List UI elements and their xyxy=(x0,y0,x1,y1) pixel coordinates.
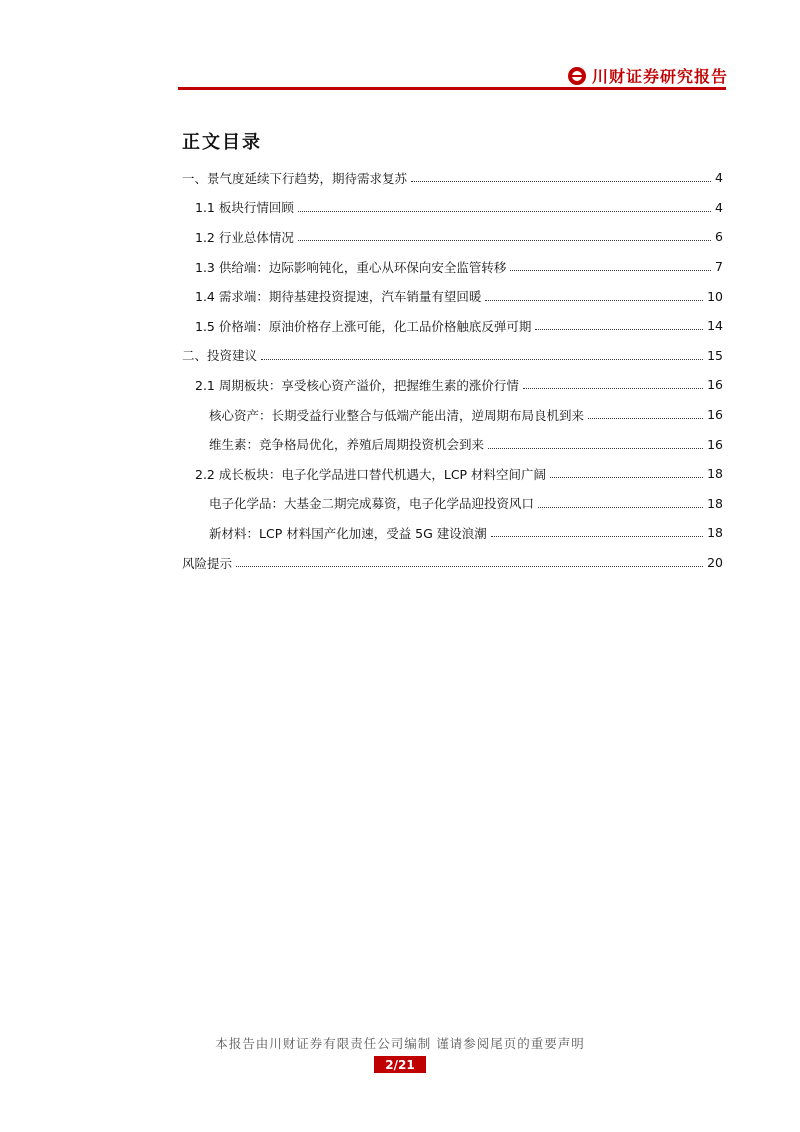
toc-entry-title: 电子化学品：大基金二期完成募资，电子化学品迎投资风口 xyxy=(209,496,535,512)
toc-entry-page: 18 xyxy=(707,525,723,541)
dot-leader xyxy=(550,477,703,478)
toc-entry-page: 16 xyxy=(707,436,723,452)
dot-leader xyxy=(510,270,711,271)
toc-entry-page: 7 xyxy=(715,259,723,275)
toc-entry-title: 1.5 价格端：原油价格存上涨可能，化工品价格触底反弹可期 xyxy=(195,318,532,334)
page-number-badge: 2/21 xyxy=(374,1056,426,1073)
toc-entry[interactable] xyxy=(182,548,723,578)
dot-leader xyxy=(298,240,711,241)
brand-name: 川财证券研究报告 xyxy=(591,67,728,86)
toc-entry-title: 1.3 供给端：边际影响钝化，重心从环保向安全监管转移 xyxy=(195,259,507,275)
toc-entry-title: 新材料：LCP 材料国产化加速，受益 5G 建设浪潮 xyxy=(209,525,487,541)
toc-entry-title: 1.4 需求端：期待基建投资提速，汽车销量有望回暖 xyxy=(195,289,482,305)
chuancai-logo-icon xyxy=(568,67,586,85)
toc-entry-title: 二、投资建议 xyxy=(182,348,258,364)
toc-entry[interactable] xyxy=(182,252,723,282)
table-of-contents xyxy=(182,163,723,577)
toc-title: 正文目录 xyxy=(182,132,262,153)
toc-entry[interactable] xyxy=(182,193,723,223)
toc-entry[interactable] xyxy=(182,281,723,311)
toc-entry-title: 维生素：竞争格局优化，养殖后周期投资机会到来 xyxy=(209,437,485,453)
toc-entry-title: 2.2 成长板块：电子化学品进口替代机遇大，LCP 材料空间广阔 xyxy=(195,466,547,482)
header-divider xyxy=(178,87,726,90)
dot-leader xyxy=(538,507,703,508)
dot-leader xyxy=(491,536,703,537)
toc-entry[interactable] xyxy=(182,400,723,430)
toc-entry-page: 16 xyxy=(707,407,723,423)
dot-leader xyxy=(236,566,703,567)
toc-entry[interactable] xyxy=(182,489,723,519)
toc-entry-page: 4 xyxy=(715,170,723,186)
toc-entry-title: 核心资产：长期受益行业整合与低端产能出清，逆周期布局良机到来 xyxy=(209,407,585,423)
toc-entry-page: 20 xyxy=(707,555,723,571)
dot-leader xyxy=(488,448,703,449)
toc-entry[interactable] xyxy=(182,370,723,400)
toc-entry-page: 18 xyxy=(707,466,723,482)
toc-entry-title: 1.1 板块行情回顾 xyxy=(195,200,294,216)
toc-entry[interactable] xyxy=(182,518,723,548)
toc-entry[interactable] xyxy=(182,459,723,489)
toc-entry[interactable] xyxy=(182,311,723,341)
toc-entry[interactable] xyxy=(182,163,723,193)
dot-leader xyxy=(588,418,703,419)
toc-entry-title: 一、景气度延续下行趋势，期待需求复苏 xyxy=(182,170,408,186)
footer-disclaimer: 本报告由川财证券有限责任公司编制 谨请参阅尾页的重要声明 xyxy=(215,1036,585,1051)
toc-entry-page: 15 xyxy=(707,347,723,363)
dot-leader xyxy=(535,329,703,330)
toc-entry-title: 2.1 周期板块：享受核心资产溢价，把握维生素的涨价行情 xyxy=(195,377,519,393)
toc-entry-page: 6 xyxy=(715,229,723,245)
dot-leader xyxy=(261,359,703,360)
toc-entry-page: 14 xyxy=(707,318,723,334)
toc-entry-page: 10 xyxy=(707,288,723,304)
toc-entry[interactable] xyxy=(182,222,723,252)
toc-entry-title: 风险提示 xyxy=(182,555,233,571)
toc-entry[interactable] xyxy=(182,429,723,459)
dot-leader xyxy=(298,211,711,212)
toc-entry-page: 4 xyxy=(715,199,723,215)
toc-entry-page: 18 xyxy=(707,495,723,511)
toc-entry-page: 16 xyxy=(707,377,723,393)
dot-leader xyxy=(523,388,703,389)
toc-entry[interactable] xyxy=(182,341,723,371)
toc-entry-title: 1.2 行业总体情况 xyxy=(195,229,294,245)
dot-leader xyxy=(485,300,703,301)
report-header-brand xyxy=(568,64,728,87)
dot-leader xyxy=(411,181,711,182)
